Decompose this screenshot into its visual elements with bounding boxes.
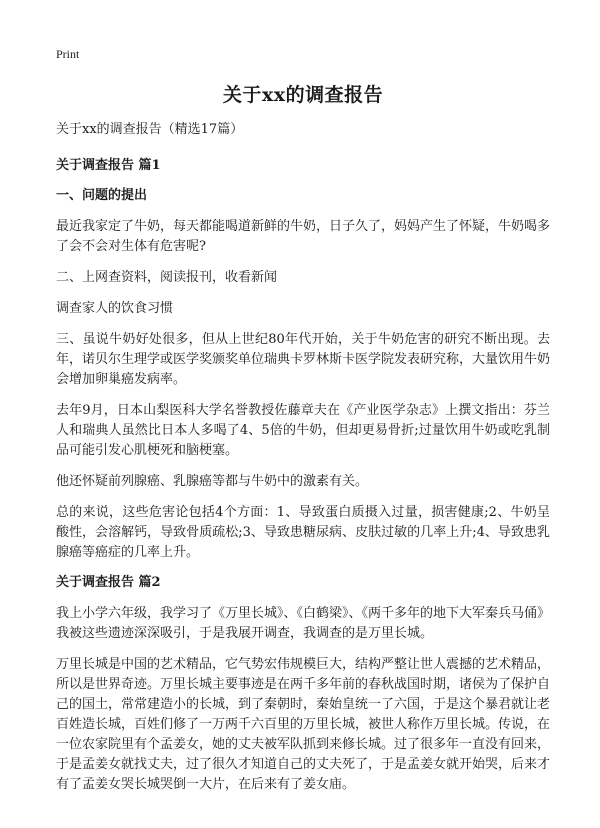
document-title: 关于xx的调查报告 (222, 84, 384, 106)
paragraph: 去年9月，日本山梨医科大学名誉教授佐藤章夫在《产业医学杂志》上撰文指出：芬兰人和瑞典人虽然比日本人多喝了4、5倍的牛奶，但却更易骨折;过量饮用牛奶或吃乳制品可能引发心肌梗死和脑梗塞。 (56, 403, 550, 458)
paragraph: 总的来说，这些危害论包括4个方面：1、导致蛋白质摄入过量，损害健康;2、牛奶呈酸性，会溶解钙，导致骨质疏松;3、导致患糖尿病、皮肤过敏的几率上升;4、导致患乳腺癌等癌症的几率上升。 (56, 505, 550, 560)
paragraph: 二、上网查资料，阅读报刊，收看新闻 (56, 270, 278, 285)
paragraph: 万里长城是中国的艺术精品，它气势宏伟规模巨大，结构严整让世人震撼的艺术精品，所以是世界奇迹。万里长城主要事迹是在两千多年前的春秋战国时期，诸侯为了保护自己的国土，常常建造小的长城，到了秦朝时，秦始皇统一了六国，于是这个暴君就让老百姓造长城，百姓们修了一万两千六百里的万里长城，被世人称作万里长城。传说，在一位农家院里有个孟姜女，她的丈夫被军队抓到来修长城。过了很多年一直没有回来，于是孟姜女就找丈夫，过了很久才知道自己的丈夫死了，于是孟姜女就开始哭，后来才有了孟姜女哭长城哭倒一大片，在后来有了姜女庙。 (56, 657, 551, 792)
paragraph: 他还怀疑前列腺癌、乳腺癌等都与牛奶中的激素有关。 (56, 474, 369, 489)
section-title-1: 关于调查报告 篇1 (56, 158, 161, 173)
document-subtitle: 关于xx的调查报告（精选17篇） (56, 122, 244, 137)
print-label: Print (56, 47, 80, 61)
section-title-2: 关于调查报告 篇2 (56, 575, 161, 590)
paragraph: 三、虽说牛奶好处很多，但从上世纪80年代开始，关于牛奶危害的研究不断出现。去年，诺贝尔生理学或医学奖颁奖单位瑞典卡罗林斯卡医学院发表研究称，大量饮用牛奶会增加卵巢癌发病率。 (56, 332, 551, 387)
section-heading-problem: 一、问题的提出 (56, 188, 148, 203)
paragraph: 我上小学六年级，我学习了《万里长城》、《白鹤梁》、《两千多年的地下大军秦兵马俑》我被这些遗迹深深吸引，于是我展开调查，我调查的是万里长城。 (56, 606, 551, 641)
paragraph: 最近我家定了牛奶，每天都能喝道新鲜的牛奶，日子久了，妈妈产生了怀疑，牛奶喝多了会不会对生体有危害呢? (56, 219, 551, 254)
paragraph: 调查家人的饮食习惯 (56, 301, 174, 316)
